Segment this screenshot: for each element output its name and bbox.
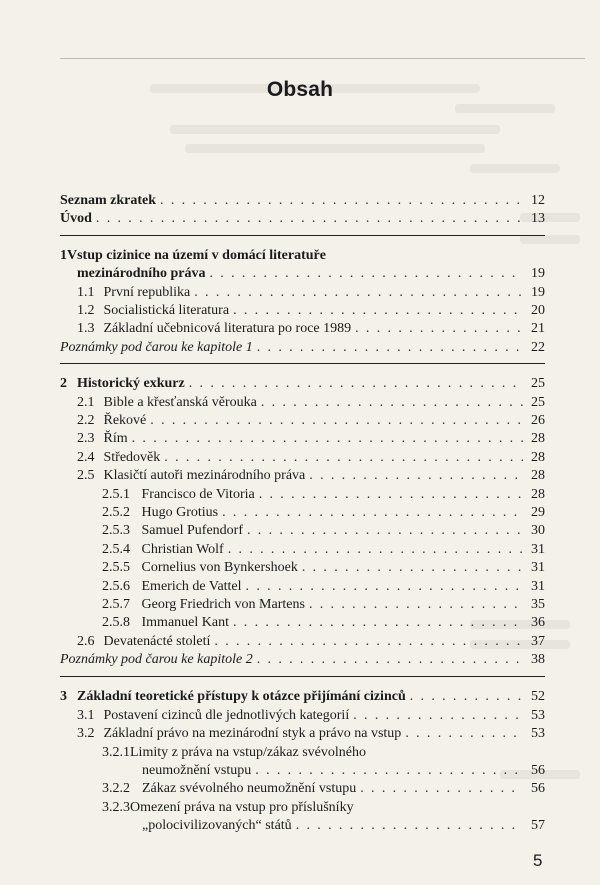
toc-label: Seznam zkratek xyxy=(60,193,157,208)
toc-chapter-3[interactable] xyxy=(60,688,545,706)
leader-dots xyxy=(247,522,523,540)
toc-subsection-2-5-2[interactable] xyxy=(102,504,545,522)
toc-page: 57 xyxy=(531,818,545,833)
toc-label: Postavení cizinců dle jednotlivých kategorií xyxy=(103,708,350,723)
toc-page: 38 xyxy=(531,652,545,667)
toc-section-1-2[interactable] xyxy=(77,302,545,320)
leader-dots xyxy=(255,762,523,780)
toc-subsection-2-5-5[interactable] xyxy=(102,559,545,577)
toc-page: 29 xyxy=(531,505,545,520)
leader-dots xyxy=(261,394,523,412)
toc-label: Francisco de Vitoria xyxy=(141,487,255,502)
toc-label-cont: „polocivilizovaných“ států xyxy=(142,818,292,833)
toc-label-cont: neumožnění vstupu xyxy=(142,763,252,778)
chapter-title: Historický exkurz xyxy=(77,376,185,391)
toc-label: Emerich de Vattel xyxy=(141,579,242,594)
chapter-title: Vstup cizinice na území v domácí literatuře xyxy=(67,248,326,263)
toc-page: 53 xyxy=(531,708,545,723)
toc-page: 12 xyxy=(531,193,545,208)
toc-section-2-4[interactable] xyxy=(77,449,545,467)
toc-page: 25 xyxy=(531,395,545,410)
chapter-title-cont: mezinárodního práva xyxy=(77,266,206,281)
leader-dots xyxy=(360,780,523,798)
toc-label: Poznámky pod čarou ke kapitole 2 xyxy=(60,652,253,667)
toc-page: 52 xyxy=(531,689,545,704)
leader-dots xyxy=(257,339,523,357)
toc-section-3-1[interactable] xyxy=(77,707,545,725)
toc-label: Klasičtí autoři mezinárodního práva xyxy=(103,468,306,483)
section-number: 2.1 xyxy=(77,395,95,410)
toc-page: 28 xyxy=(531,450,545,465)
section-divider xyxy=(60,363,545,364)
chapter-number: 3 xyxy=(60,689,67,704)
toc-label: Poznámky pod čarou ke kapitole 1 xyxy=(60,340,253,355)
section-number: 3.2.1 xyxy=(102,745,130,760)
toc-label: Úvod xyxy=(60,211,92,226)
toc-chapter-1[interactable] xyxy=(77,265,545,283)
section-divider xyxy=(60,235,545,236)
leader-dots xyxy=(353,707,523,725)
leader-dots xyxy=(296,817,523,835)
toc-subsection-3-2-2[interactable] xyxy=(102,780,545,798)
toc-page: 35 xyxy=(531,597,545,612)
toc-page: 53 xyxy=(531,726,545,741)
section-number: 2.5.7 xyxy=(102,597,130,612)
leader-dots xyxy=(410,688,523,706)
toc-label: Řím xyxy=(103,431,128,446)
toc-page: 37 xyxy=(531,634,545,649)
leader-dots xyxy=(233,614,523,632)
toc-label: Hugo Grotius xyxy=(141,505,219,520)
section-number: 2.4 xyxy=(77,450,95,465)
toc-label: Christian Wolf xyxy=(141,542,224,557)
toc-page: 31 xyxy=(531,560,545,575)
section-number: 2.3 xyxy=(77,431,95,446)
toc-page: 56 xyxy=(531,781,545,796)
leader-dots xyxy=(189,375,523,393)
leader-dots xyxy=(405,725,523,743)
toc-page: 20 xyxy=(531,303,545,318)
toc-entry-abbreviations[interactable] xyxy=(60,192,545,210)
section-number: 2.6 xyxy=(77,634,95,649)
toc-label: Limity z práva na vstup/zákaz svévolného xyxy=(130,745,366,760)
chapter-number: 2 xyxy=(60,376,67,391)
section-number: 3.1 xyxy=(77,708,95,723)
leader-dots xyxy=(259,486,523,504)
toc-label: Immanuel Kant xyxy=(141,615,229,630)
toc-subsection-3-2-3-line1[interactable] xyxy=(102,799,354,817)
leader-dots xyxy=(257,651,523,669)
section-number: 2.5.2 xyxy=(102,505,130,520)
leader-dots xyxy=(164,449,523,467)
toc-page: 19 xyxy=(531,266,545,281)
toc-notes-chapter-2[interactable] xyxy=(60,651,545,669)
toc-notes-chapter-1[interactable] xyxy=(60,339,545,357)
toc-label: První republika xyxy=(103,285,191,300)
toc-page: 26 xyxy=(531,413,545,428)
section-divider xyxy=(60,676,545,677)
section-number: 2.2 xyxy=(77,413,95,428)
toc-label: Samuel Pufendorf xyxy=(141,523,243,538)
toc-page: 19 xyxy=(531,285,545,300)
toc-label: Omezení práva na vstup pro příslušníky xyxy=(130,800,354,815)
toc-chapter-1-line1[interactable] xyxy=(60,247,326,265)
section-number: 2.5.1 xyxy=(102,487,130,502)
leader-dots xyxy=(302,559,523,577)
toc-label: Socialistická literatura xyxy=(103,303,230,318)
toc-subsection-2-5-4[interactable] xyxy=(102,541,545,559)
toc-page: 28 xyxy=(531,431,545,446)
toc-page: 25 xyxy=(531,376,545,391)
leader-dots xyxy=(150,412,523,430)
toc-label: Základní učebnicová literatura po roce 1989 xyxy=(103,321,352,336)
toc-label: Devatenácté století xyxy=(103,634,211,649)
toc-chapter-2[interactable] xyxy=(60,375,545,393)
toc-section-1-3[interactable] xyxy=(77,320,545,338)
leader-dots xyxy=(309,467,523,485)
toc-section-2-3[interactable] xyxy=(77,430,545,448)
header-rule xyxy=(60,58,585,59)
leader-dots xyxy=(246,578,523,596)
toc-subsection-2-5-8[interactable] xyxy=(102,614,545,632)
toc-page: 13 xyxy=(531,211,545,226)
leader-dots xyxy=(228,541,523,559)
section-number: 3.2.2 xyxy=(102,781,130,796)
toc-section-2-2[interactable] xyxy=(77,412,545,430)
toc-page: 22 xyxy=(531,340,545,355)
toc-subsection-2-5-1[interactable] xyxy=(102,486,545,504)
toc-section-2-1[interactable] xyxy=(77,394,545,412)
page-number: 5 xyxy=(533,851,543,870)
leader-dots xyxy=(209,265,523,283)
toc-page: 31 xyxy=(531,542,545,557)
toc-page: 56 xyxy=(531,763,545,778)
toc-subsection-3-2-3[interactable] xyxy=(142,817,545,835)
toc-page: 31 xyxy=(531,579,545,594)
page-title: Obsah xyxy=(266,78,334,101)
leader-dots xyxy=(355,320,523,338)
toc-label: Zákaz svévolného neumožnění vstupu xyxy=(142,781,357,796)
toc-label: Bible a křesťanská věrouka xyxy=(103,395,257,410)
leader-dots xyxy=(222,504,523,522)
toc-section-1-1[interactable] xyxy=(77,284,545,302)
toc-entry-introduction[interactable] xyxy=(60,210,545,228)
toc-label: Základní právo na mezinárodní styk a právo na vstup xyxy=(103,726,402,741)
section-number: 2.5.8 xyxy=(102,615,130,630)
chapter-number: 1 xyxy=(60,248,67,263)
section-number: 2.5 xyxy=(77,468,95,483)
leader-dots xyxy=(132,430,523,448)
toc-page: 28 xyxy=(531,468,545,483)
toc-section-2-6[interactable] xyxy=(77,633,545,651)
toc-label: Středověk xyxy=(103,450,161,465)
toc-label: Řekové xyxy=(103,413,147,428)
toc-section-2-5[interactable] xyxy=(77,467,545,485)
toc-label: Georg Friedrich von Martens xyxy=(141,597,305,612)
toc-page: 30 xyxy=(531,523,545,538)
section-number: 1.1 xyxy=(77,285,95,300)
toc-subsection-2-5-7[interactable] xyxy=(102,596,545,614)
toc-page: 21 xyxy=(531,321,545,336)
section-number: 2.5.4 xyxy=(102,542,130,557)
leader-dots xyxy=(309,596,523,614)
leader-dots xyxy=(214,633,523,651)
section-number: 1.3 xyxy=(77,321,95,336)
toc-label: Cornelius von Bynkershoek xyxy=(141,560,298,575)
section-number: 2.5.3 xyxy=(102,523,130,538)
toc-page: 28 xyxy=(531,487,545,502)
leader-dots xyxy=(96,210,523,228)
toc-section-3-2[interactable] xyxy=(77,725,545,743)
section-number: 3.2 xyxy=(77,726,95,741)
toc-subsection-3-2-1-line1[interactable] xyxy=(102,744,366,762)
chapter-title: Základní teoretické přístupy k otázce přijímání cizinců xyxy=(77,689,406,704)
toc-subsection-3-2-1[interactable] xyxy=(142,762,545,780)
leader-dots xyxy=(194,284,523,302)
section-number: 1.2 xyxy=(77,303,95,318)
toc-subsection-2-5-3[interactable] xyxy=(102,522,545,540)
section-number: 3.2.3 xyxy=(102,800,130,815)
leader-dots xyxy=(160,192,523,210)
section-number: 2.5.5 xyxy=(102,560,130,575)
toc-page: 36 xyxy=(531,615,545,630)
toc-subsection-2-5-6[interactable] xyxy=(102,578,545,596)
leader-dots xyxy=(233,302,523,320)
section-number: 2.5.6 xyxy=(102,579,130,594)
